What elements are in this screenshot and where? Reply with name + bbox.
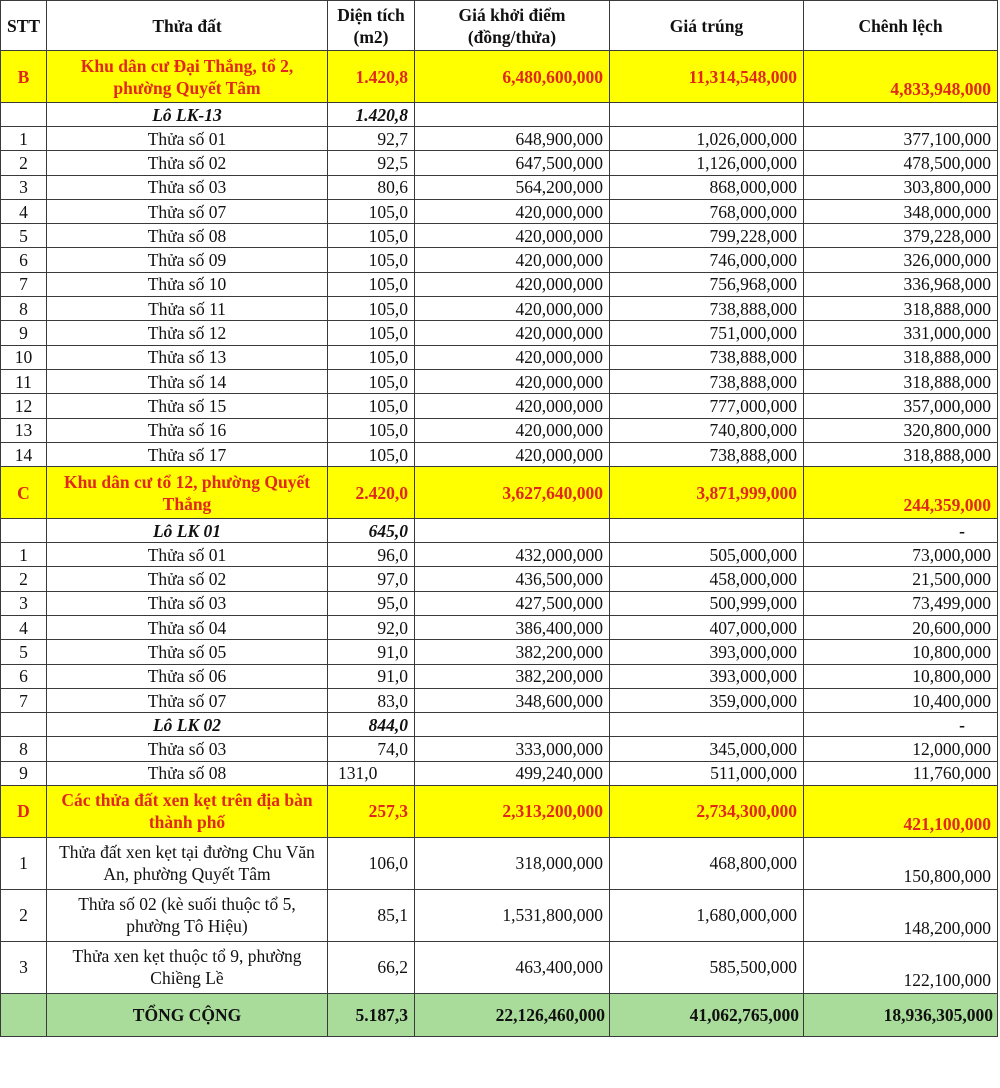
row-parcel-name: Thửa số 02 <box>47 151 328 175</box>
row-parcel-name: Thửa số 03 <box>47 175 328 199</box>
row-start-price: 463,400,000 <box>415 941 610 993</box>
row-stt: 9 <box>1 761 47 785</box>
row-difference: 377,100,000 <box>804 127 998 151</box>
table-row <box>1 175 998 199</box>
row-parcel-name: Thửa số 06 <box>47 664 328 688</box>
row-area: 92,7 <box>328 127 415 151</box>
row-winning-price: 393,000,000 <box>610 640 804 664</box>
row-start-price: 499,240,000 <box>415 761 610 785</box>
table-row <box>1 418 998 442</box>
row-parcel-name: Thửa số 17 <box>47 442 328 466</box>
row-area: 106,0 <box>328 837 415 889</box>
row-parcel-name: Thửa số 05 <box>47 640 328 664</box>
row-area: 105,0 <box>328 369 415 393</box>
section-winning-price: 2,734,300,000 <box>610 785 804 837</box>
section-difference: 244,359,000 <box>804 467 998 519</box>
row-winning-price: 505,000,000 <box>610 543 804 567</box>
table-row <box>1 321 998 345</box>
row-parcel-name: Thửa số 01 <box>47 543 328 567</box>
row-start-price: 333,000,000 <box>415 737 610 761</box>
table-row <box>1 224 998 248</box>
row-winning-price: 738,888,000 <box>610 442 804 466</box>
row-area: 96,0 <box>328 543 415 567</box>
lot-name: Lô LK 02 <box>47 713 328 737</box>
row-difference: 148,200,000 <box>804 889 998 941</box>
total-stt <box>1 993 47 1036</box>
lot-row <box>1 103 998 127</box>
section-start-price: 2,313,200,000 <box>415 785 610 837</box>
lot-stt <box>1 103 47 127</box>
lot-area: 844,0 <box>328 713 415 737</box>
header-stt: STT <box>1 1 47 51</box>
row-difference: 20,600,000 <box>804 616 998 640</box>
row-winning-price: 751,000,000 <box>610 321 804 345</box>
row-area: 105,0 <box>328 272 415 296</box>
row-winning-price: 746,000,000 <box>610 248 804 272</box>
row-area: 131,0 <box>328 761 415 785</box>
row-difference: 331,000,000 <box>804 321 998 345</box>
row-winning-price: 500,999,000 <box>610 591 804 615</box>
header-start-price: Giá khởi điểm (đồng/thửa) <box>415 1 610 51</box>
section-code: B <box>1 51 47 103</box>
row-difference: 318,888,000 <box>804 442 998 466</box>
section-code: C <box>1 467 47 519</box>
row-winning-price: 868,000,000 <box>610 175 804 199</box>
row-difference: 320,800,000 <box>804 418 998 442</box>
row-start-price: 420,000,000 <box>415 321 610 345</box>
lot-name: Lô LK-13 <box>47 103 328 127</box>
table-row <box>1 616 998 640</box>
lot-row <box>1 519 998 543</box>
row-area: 105,0 <box>328 442 415 466</box>
section-name: Các thửa đất xen kẹt trên địa bàn thành phố <box>47 785 328 837</box>
lot-start-price <box>415 103 610 127</box>
row-difference: 73,499,000 <box>804 591 998 615</box>
row-stt: 6 <box>1 248 47 272</box>
table-row <box>1 369 998 393</box>
section-row <box>1 51 998 103</box>
row-stt: 7 <box>1 272 47 296</box>
total-start-price: 22,126,460,000 <box>415 993 610 1036</box>
row-start-price: 648,900,000 <box>415 127 610 151</box>
row-stt: 3 <box>1 941 47 993</box>
section-row <box>1 785 998 837</box>
section-area: 2.420,0 <box>328 467 415 519</box>
row-parcel-name: Thửa số 03 <box>47 591 328 615</box>
row-start-price: 420,000,000 <box>415 345 610 369</box>
row-start-price: 386,400,000 <box>415 616 610 640</box>
row-difference: 73,000,000 <box>804 543 998 567</box>
row-area: 66,2 <box>328 941 415 993</box>
row-area: 83,0 <box>328 688 415 712</box>
table-row <box>1 248 998 272</box>
row-winning-price: 777,000,000 <box>610 394 804 418</box>
row-winning-price: 1,680,000,000 <box>610 889 804 941</box>
row-stt: 5 <box>1 224 47 248</box>
row-area: 80,6 <box>328 175 415 199</box>
table-row <box>1 761 998 785</box>
header-parcel: Thửa đất <box>47 1 328 51</box>
row-winning-price: 740,800,000 <box>610 418 804 442</box>
header-area: Diện tích (m2) <box>328 1 415 51</box>
table-row <box>1 151 998 175</box>
table-row <box>1 567 998 591</box>
row-difference: 478,500,000 <box>804 151 998 175</box>
row-stt: 4 <box>1 616 47 640</box>
row-area: 105,0 <box>328 321 415 345</box>
table-row <box>1 640 998 664</box>
row-difference: 326,000,000 <box>804 248 998 272</box>
row-start-price: 420,000,000 <box>415 272 610 296</box>
row-area: 91,0 <box>328 664 415 688</box>
lot-stt <box>1 713 47 737</box>
lot-difference <box>804 103 998 127</box>
section-row <box>1 467 998 519</box>
row-start-price: 420,000,000 <box>415 224 610 248</box>
row-stt: 12 <box>1 394 47 418</box>
row-difference: 357,000,000 <box>804 394 998 418</box>
lot-area: 1.420,8 <box>328 103 415 127</box>
row-parcel-name: Thửa số 15 <box>47 394 328 418</box>
row-difference: 379,228,000 <box>804 224 998 248</box>
row-winning-price: 407,000,000 <box>610 616 804 640</box>
section-difference: 4,833,948,000 <box>804 51 998 103</box>
total-winning-price: 41,062,765,000 <box>610 993 804 1036</box>
row-stt: 6 <box>1 664 47 688</box>
row-difference: 21,500,000 <box>804 567 998 591</box>
row-start-price: 436,500,000 <box>415 567 610 591</box>
row-start-price: 420,000,000 <box>415 297 610 321</box>
row-winning-price: 458,000,000 <box>610 567 804 591</box>
row-stt: 13 <box>1 418 47 442</box>
lot-winning-price <box>610 713 804 737</box>
row-start-price: 420,000,000 <box>415 442 610 466</box>
table-row <box>1 394 998 418</box>
lot-row <box>1 713 998 737</box>
lot-winning-price <box>610 103 804 127</box>
row-stt: 3 <box>1 591 47 615</box>
row-area: 85,1 <box>328 889 415 941</box>
row-parcel-name: Thửa đất xen kẹt tại đường Chu Văn An, phường Quyết Tâm <box>47 837 328 889</box>
row-winning-price: 585,500,000 <box>610 941 804 993</box>
row-winning-price: 345,000,000 <box>610 737 804 761</box>
row-stt: 7 <box>1 688 47 712</box>
header-row <box>1 1 998 51</box>
row-difference: 12,000,000 <box>804 737 998 761</box>
row-area: 92,5 <box>328 151 415 175</box>
row-area: 97,0 <box>328 567 415 591</box>
row-difference: 122,100,000 <box>804 941 998 993</box>
row-difference: 318,888,000 <box>804 297 998 321</box>
row-stt: 1 <box>1 837 47 889</box>
row-stt: 2 <box>1 889 47 941</box>
row-area: 105,0 <box>328 199 415 223</box>
lot-difference: - <box>804 713 998 737</box>
row-difference: 303,800,000 <box>804 175 998 199</box>
row-stt: 8 <box>1 737 47 761</box>
table-row <box>1 442 998 466</box>
section-area: 257,3 <box>328 785 415 837</box>
row-winning-price: 738,888,000 <box>610 369 804 393</box>
row-stt: 5 <box>1 640 47 664</box>
row-area: 91,0 <box>328 640 415 664</box>
lot-start-price <box>415 713 610 737</box>
lot-name: Lô LK 01 <box>47 519 328 543</box>
section-winning-price: 3,871,999,000 <box>610 467 804 519</box>
row-difference: 11,760,000 <box>804 761 998 785</box>
total-label: TỔNG CỘNG <box>47 993 328 1036</box>
row-start-price: 420,000,000 <box>415 199 610 223</box>
row-start-price: 420,000,000 <box>415 418 610 442</box>
total-row <box>1 993 998 1036</box>
row-parcel-name: Thửa số 01 <box>47 127 328 151</box>
row-parcel-name: Thửa số 02 (kè suối thuộc tổ 5, phường Tô Hiệu) <box>47 889 328 941</box>
row-start-price: 420,000,000 <box>415 248 610 272</box>
row-parcel-name: Thửa xen kẹt thuộc tổ 9, phường Chiềng Lề <box>47 941 328 993</box>
row-winning-price: 511,000,000 <box>610 761 804 785</box>
table-row <box>1 591 998 615</box>
row-winning-price: 799,228,000 <box>610 224 804 248</box>
table-row <box>1 837 998 889</box>
row-area: 92,0 <box>328 616 415 640</box>
row-winning-price: 768,000,000 <box>610 199 804 223</box>
row-stt: 1 <box>1 543 47 567</box>
row-area: 105,0 <box>328 394 415 418</box>
row-difference: 10,800,000 <box>804 664 998 688</box>
row-difference: 348,000,000 <box>804 199 998 223</box>
row-parcel-name: Thửa số 11 <box>47 297 328 321</box>
table-row <box>1 737 998 761</box>
total-area: 5.187,3 <box>328 993 415 1036</box>
table-row <box>1 345 998 369</box>
section-start-price: 6,480,600,000 <box>415 51 610 103</box>
section-name: Khu dân cư tổ 12, phường Quyết Thắng <box>47 467 328 519</box>
table-row <box>1 127 998 151</box>
row-parcel-name: Thửa số 10 <box>47 272 328 296</box>
row-area: 105,0 <box>328 418 415 442</box>
header-winning-price: Giá trúng <box>610 1 804 51</box>
row-start-price: 647,500,000 <box>415 151 610 175</box>
row-winning-price: 738,888,000 <box>610 345 804 369</box>
section-code: D <box>1 785 47 837</box>
row-parcel-name: Thửa số 09 <box>47 248 328 272</box>
row-area: 95,0 <box>328 591 415 615</box>
row-winning-price: 468,800,000 <box>610 837 804 889</box>
row-winning-price: 756,968,000 <box>610 272 804 296</box>
row-difference: 10,400,000 <box>804 688 998 712</box>
total-difference: 18,936,305,000 <box>804 993 998 1036</box>
row-parcel-name: Thửa số 08 <box>47 224 328 248</box>
row-stt: 9 <box>1 321 47 345</box>
row-winning-price: 1,026,000,000 <box>610 127 804 151</box>
row-start-price: 427,500,000 <box>415 591 610 615</box>
section-name: Khu dân cư Đại Thắng, tổ 2, phường Quyết Tâm <box>47 51 328 103</box>
row-start-price: 348,600,000 <box>415 688 610 712</box>
row-stt: 2 <box>1 151 47 175</box>
row-start-price: 1,531,800,000 <box>415 889 610 941</box>
section-difference: 421,100,000 <box>804 785 998 837</box>
lot-area: 645,0 <box>328 519 415 543</box>
row-parcel-name: Thửa số 03 <box>47 737 328 761</box>
row-parcel-name: Thửa số 12 <box>47 321 328 345</box>
section-start-price: 3,627,640,000 <box>415 467 610 519</box>
row-stt: 11 <box>1 369 47 393</box>
row-start-price: 382,200,000 <box>415 664 610 688</box>
row-parcel-name: Thửa số 08 <box>47 761 328 785</box>
table-row <box>1 297 998 321</box>
row-stt: 1 <box>1 127 47 151</box>
row-difference: 10,800,000 <box>804 640 998 664</box>
row-winning-price: 738,888,000 <box>610 297 804 321</box>
row-stt: 3 <box>1 175 47 199</box>
row-stt: 8 <box>1 297 47 321</box>
row-difference: 150,800,000 <box>804 837 998 889</box>
row-start-price: 420,000,000 <box>415 369 610 393</box>
table-row <box>1 543 998 567</box>
row-area: 74,0 <box>328 737 415 761</box>
row-area: 105,0 <box>328 224 415 248</box>
table-row <box>1 889 998 941</box>
row-stt: 14 <box>1 442 47 466</box>
row-start-price: 382,200,000 <box>415 640 610 664</box>
section-winning-price: 11,314,548,000 <box>610 51 804 103</box>
row-parcel-name: Thửa số 14 <box>47 369 328 393</box>
lot-stt <box>1 519 47 543</box>
row-difference: 336,968,000 <box>804 272 998 296</box>
table-row <box>1 941 998 993</box>
row-parcel-name: Thửa số 07 <box>47 688 328 712</box>
lot-winning-price <box>610 519 804 543</box>
row-area: 105,0 <box>328 297 415 321</box>
section-area: 1.420,8 <box>328 51 415 103</box>
row-parcel-name: Thửa số 16 <box>47 418 328 442</box>
row-parcel-name: Thửa số 02 <box>47 567 328 591</box>
row-parcel-name: Thửa số 04 <box>47 616 328 640</box>
row-stt: 10 <box>1 345 47 369</box>
lot-start-price <box>415 519 610 543</box>
row-start-price: 432,000,000 <box>415 543 610 567</box>
row-parcel-name: Thửa số 07 <box>47 199 328 223</box>
row-difference: 318,888,000 <box>804 369 998 393</box>
row-difference: 318,888,000 <box>804 345 998 369</box>
header-difference: Chênh lệch <box>804 1 998 51</box>
row-start-price: 420,000,000 <box>415 394 610 418</box>
row-winning-price: 1,126,000,000 <box>610 151 804 175</box>
row-start-price: 564,200,000 <box>415 175 610 199</box>
row-stt: 4 <box>1 199 47 223</box>
table-row <box>1 199 998 223</box>
row-start-price: 318,000,000 <box>415 837 610 889</box>
row-area: 105,0 <box>328 345 415 369</box>
row-winning-price: 393,000,000 <box>610 664 804 688</box>
lot-difference: - <box>804 519 998 543</box>
table-row <box>1 664 998 688</box>
row-parcel-name: Thửa số 13 <box>47 345 328 369</box>
row-area: 105,0 <box>328 248 415 272</box>
row-stt: 2 <box>1 567 47 591</box>
table-row <box>1 688 998 712</box>
row-winning-price: 359,000,000 <box>610 688 804 712</box>
table-row <box>1 272 998 296</box>
